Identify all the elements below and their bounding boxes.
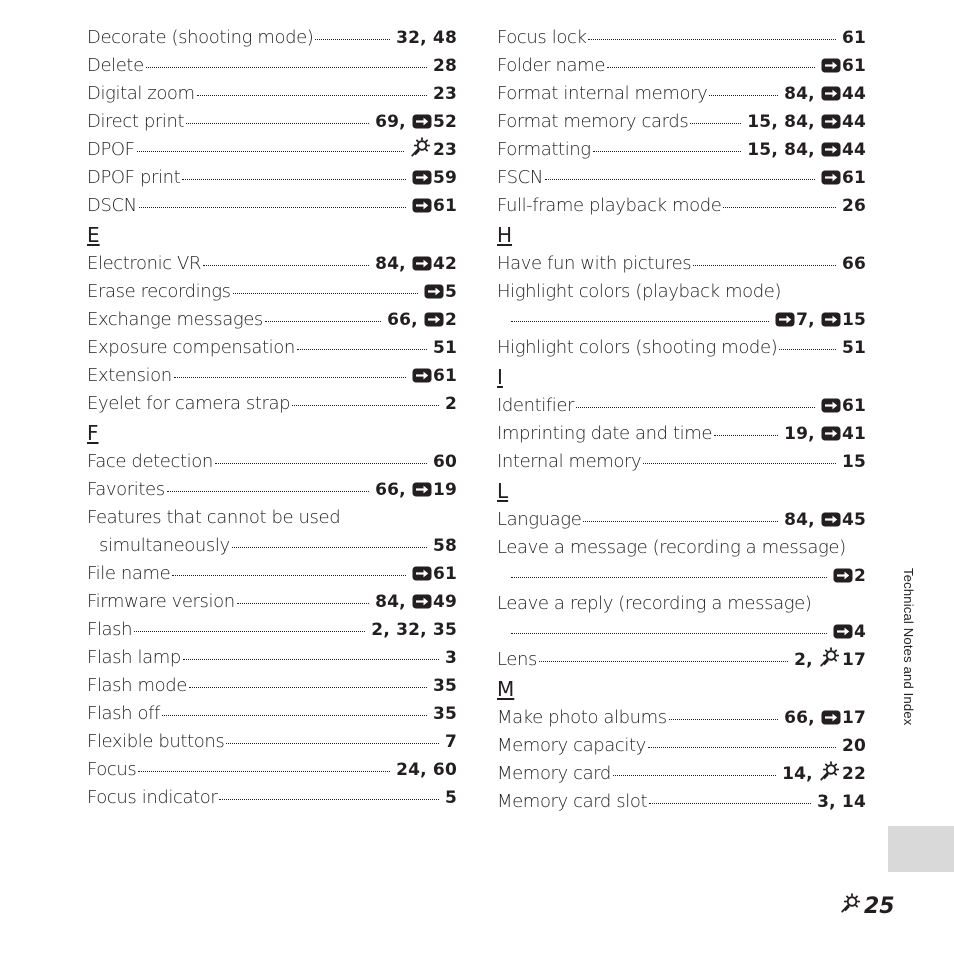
ref-page: 61 [841,168,866,188]
dot-leader [593,151,742,152]
index-term: FSCN [497,167,543,188]
index-term: Have fun with pictures [497,253,692,274]
index-entry [87,52,457,80]
page-list: 84, [375,254,412,274]
dot-leader [669,719,778,720]
index-term: Flexible buttons [87,731,225,752]
index-pages [833,562,866,592]
index-entry [87,672,457,700]
index-term: Memory card [497,763,611,784]
reference-arrow-icon [821,508,841,536]
index-pages [833,618,866,648]
dot-leader [714,435,778,436]
index-entry [87,644,457,672]
index-entry [497,192,866,220]
index-pages [424,278,457,308]
index-entry [87,24,457,52]
page-list: 66, [375,480,412,500]
index-term: Flash [87,619,133,640]
reference-arrow-icon [412,590,432,618]
index-pages [375,476,457,506]
dot-leader [197,95,427,96]
reference-arrow-icon [424,308,444,336]
index-entry [497,788,866,816]
dot-leader [583,521,778,522]
page-list: 2, [794,650,819,670]
index-pages [821,164,866,194]
index-pages [375,250,457,280]
reference-arrow-icon [833,620,853,648]
page-list: 84, [784,84,821,104]
dot-leader [186,123,369,124]
index-term: Digital zoom [87,83,195,104]
reference-arrow-icon [412,562,432,590]
index-term: Format memory cards [497,111,689,132]
ref-page: 2 [444,310,457,330]
reference-arrow-icon [412,166,432,194]
tips-sun-icon [410,137,432,166]
index-entry [497,562,866,590]
index-entry [87,278,457,306]
ref-page: 61 [841,396,866,416]
ref-page: 17 [841,650,866,670]
index-term: Flash lamp [87,647,181,668]
dot-leader [709,95,778,96]
page-list: 23 [432,84,457,104]
dot-leader [226,743,439,744]
index-column-left [87,24,457,812]
index-term: Formatting [497,139,591,160]
ref-page: 49 [432,592,457,612]
index-term: Exposure compensation [87,337,295,358]
page-list: 26 [841,196,866,216]
index-pages [412,560,457,590]
index-term: Flash off [87,703,160,724]
index-pages [412,192,457,222]
index-pages [410,136,457,166]
index-entry [497,52,866,80]
index-entry [87,448,457,476]
ref-page: 23 [432,140,457,160]
index-entry [87,532,457,560]
index-letter-heading: H [497,223,513,247]
reference-arrow-icon [412,478,432,506]
index-pages [433,700,457,728]
index-entry [87,192,457,220]
index-entry [87,250,457,278]
index-pages [784,506,866,536]
index-pages [817,788,866,816]
index-pages [747,136,866,166]
index-term: DPOF [87,139,135,160]
index-entry [87,784,457,812]
index-pages [433,448,457,476]
reference-arrow-icon [412,364,432,392]
reference-arrow-icon [821,422,841,450]
reference-arrow-icon [412,194,432,222]
index-pages [375,108,457,138]
section-tab [888,826,954,872]
ref-page: 45 [841,510,866,530]
index-entry [497,704,866,732]
index-pages [371,616,457,644]
ref-page: 59 [432,168,457,188]
index-pages [445,784,457,812]
index-entry [87,476,457,504]
dot-leader [138,771,390,772]
page-list: 15 [841,452,866,472]
page-list: 61 [841,28,866,48]
dot-leader [588,39,835,40]
index-term: Eyelet for camera strap [87,393,291,414]
index-pages [433,532,457,560]
index-pages [433,334,457,362]
index-entry [497,448,866,476]
index-term: Internal memory [497,451,642,472]
page-list: 20 [841,736,866,756]
index-entry [87,164,457,192]
page-list: 15, 84, [747,140,821,160]
index-term: Focus indicator [87,787,218,808]
reference-arrow-icon [821,54,841,82]
index-term: Make photo albums [497,707,667,728]
dot-leader [545,179,815,180]
index-pages [375,588,457,618]
dot-leader [183,659,439,660]
index-entry [87,390,457,418]
index-entry [497,732,866,760]
page-number-value: 25 [864,894,895,919]
index-entry [87,728,457,756]
index-term: Memory card slot [497,791,648,812]
dot-leader [607,67,815,68]
page-list: 3 [444,648,457,668]
dot-leader [613,775,776,776]
index-term: Focus lock [497,27,587,48]
index-column-right [497,24,866,816]
dot-leader [134,631,365,632]
reference-arrow-icon [821,138,841,166]
page-list: 5 [444,788,457,808]
ref-page: 2 [853,566,866,586]
index-entry [497,108,866,136]
index-entry [87,756,457,784]
page-list: 51 [432,338,457,358]
dot-leader [237,603,369,604]
index-entry [87,80,457,108]
index-term-line: Features that cannot be used [87,507,341,528]
index-pages [782,760,866,790]
page-list: 19, [784,424,821,444]
reference-arrow-icon [833,564,853,592]
index-term: Delete [87,55,144,76]
index-pages [821,52,866,82]
reference-arrow-icon [821,110,841,138]
dot-leader [693,265,836,266]
page-list: 66 [841,254,866,274]
index-entry [497,392,866,420]
reference-arrow-icon [821,166,841,194]
reference-arrow-icon [821,82,841,110]
page-list: 66, [387,310,424,330]
index-pages [412,362,457,392]
index-pages [842,192,866,220]
index-pages [396,756,457,784]
page-list: 58 [432,536,457,556]
dot-leader [779,349,836,350]
section-side-label: Technical Notes and Index [901,568,916,726]
dot-leader [292,405,439,406]
index-term-line: Leave a message (recording a message) [497,537,846,558]
reference-arrow-icon [424,280,444,308]
page-list: 66, [784,708,821,728]
index-entry [87,700,457,728]
index-letter-heading: M [497,677,515,701]
index-entry [497,506,866,534]
index-pages [747,108,866,138]
page-list: 3, 14 [817,792,866,812]
page-list: 28 [432,56,457,76]
index-entry [87,588,457,616]
index-term: simultaneously [99,535,230,556]
page-list: 32, 48 [396,28,457,48]
dot-leader [690,123,741,124]
reference-arrow-icon [775,308,795,336]
page-number [840,893,895,921]
ref-page: 61 [432,366,457,386]
dot-leader [511,321,769,322]
page-list: 2 [444,394,457,414]
index-pages [775,306,866,336]
page-list: 15, 84, [747,112,821,132]
reference-arrow-icon [412,110,432,138]
index-term: Memory capacity [497,735,646,756]
index-pages [842,334,866,362]
index-pages [794,646,866,676]
index-term: DSCN [87,195,137,216]
index-term: Imprinting date and time [497,423,713,444]
reference-arrow-icon [821,394,841,422]
dot-leader [232,547,427,548]
ref-page: 61 [841,56,866,76]
page-list: 69, [375,112,412,132]
dot-leader [219,799,439,800]
index-term: Exchange messages [87,309,263,330]
dot-leader [649,803,811,804]
ref-page: 7, [796,310,821,330]
index-pages [821,392,866,422]
page-list: 35 [432,704,457,724]
index-pages [784,80,866,110]
index-pages [445,390,457,418]
index-term: Format internal memory [497,83,708,104]
dot-leader [172,575,406,576]
dot-leader [203,265,369,266]
dot-leader [643,463,836,464]
page-list: 24, 60 [396,760,457,780]
index-entry [497,250,866,278]
ref-page: 42 [432,254,457,274]
index-term: Decorate (shooting mode) [87,27,314,48]
index-term: File name [87,563,171,584]
dot-leader [174,377,406,378]
index-pages [842,732,866,760]
index-pages [396,24,457,52]
dot-leader [315,39,390,40]
index-pages [842,24,866,52]
index-term: Face detection [87,451,213,472]
page-list: 2, 32, 35 [371,620,457,640]
dot-leader [189,687,427,688]
page-list: 60 [432,452,457,472]
dot-leader [233,293,418,294]
dot-leader [146,67,427,68]
ref-page: 22 [841,764,866,784]
dot-leader [511,577,827,578]
ref-page: 61 [432,564,457,584]
index-pages [784,420,866,450]
dot-leader [723,207,836,208]
reference-arrow-icon [412,252,432,280]
index-entry [87,560,457,588]
dot-leader [137,151,404,152]
ref-page: 61 [432,196,457,216]
dot-leader [511,633,827,634]
index-term: Erase recordings [87,281,231,302]
index-pages [842,448,866,476]
dot-leader [215,463,427,464]
ref-page: 15 [841,310,866,330]
index-term: Full-frame playback mode [497,195,722,216]
index-term: Focus [87,759,137,780]
index-term: Flash mode [87,675,187,696]
page-list: 7 [444,732,457,752]
tips-sun-icon [819,761,841,790]
index-term: Extension [87,365,172,386]
ref-page: 44 [841,140,866,160]
index-entry [497,420,866,448]
index-entry [497,24,866,52]
page-list: 35 [432,676,457,696]
dot-leader [297,349,427,350]
index-pages [445,644,457,672]
index-entry [497,618,866,646]
tips-sun-icon [840,893,862,921]
index-letter-heading: E [87,223,100,247]
index-term: Favorites [87,479,165,500]
index-entry [87,136,457,164]
dot-leader [139,207,406,208]
dot-leader [167,491,369,492]
dot-leader [182,179,406,180]
tips-sun-icon [819,647,841,676]
ref-page: 52 [432,112,457,132]
ref-page: 5 [444,282,457,302]
ref-page: 41 [841,424,866,444]
dot-leader [648,747,836,748]
index-term: Firmware version [87,591,235,612]
index-pages [387,306,457,336]
index-term: Identifier [497,395,575,416]
reference-arrow-icon [821,308,841,336]
index-letter-heading: I [497,365,503,389]
index-entry [497,334,866,362]
index-term: Lens [497,649,537,670]
page-list: 84, [784,510,821,530]
index-term: DPOF print [87,167,181,188]
dot-leader [576,407,815,408]
ref-page: 17 [841,708,866,728]
index-entry [87,108,457,136]
index-term: Language [497,509,582,530]
index-letter-heading: L [497,479,509,503]
index-entry [497,136,866,164]
ref-page: 19 [432,480,457,500]
index-pages [445,728,457,756]
index-pages [412,164,457,194]
index-entry [87,306,457,334]
ref-page: 4 [853,622,866,642]
index-term-line: Leave a reply (recording a message) [497,593,812,614]
index-pages [433,672,457,700]
index-entry [87,616,457,644]
index-pages [433,80,457,108]
index-term: Electronic VR [87,253,202,274]
page-list: 84, [375,592,412,612]
index-entry [497,164,866,192]
index-letter-heading: F [87,421,99,445]
index-term: Highlight colors (shooting mode) [497,337,778,358]
index-entry [497,80,866,108]
index-entry [87,362,457,390]
index-term-line: Highlight colors (playback mode) [497,281,782,302]
index-pages [842,250,866,278]
index-entry [497,646,866,674]
index-pages [784,704,866,734]
dot-leader [162,715,427,716]
dot-leader [265,321,381,322]
page-list: 51 [841,338,866,358]
index-entry [497,306,866,334]
ref-page: 44 [841,84,866,104]
reference-arrow-icon [821,706,841,734]
index-term: Direct print [87,111,185,132]
index-pages [433,52,457,80]
index-term: Folder name [497,55,605,76]
index-entry [87,334,457,362]
dot-leader [539,661,788,662]
page-list: 14, [782,764,819,784]
index-entry [497,760,866,788]
ref-page: 44 [841,112,866,132]
